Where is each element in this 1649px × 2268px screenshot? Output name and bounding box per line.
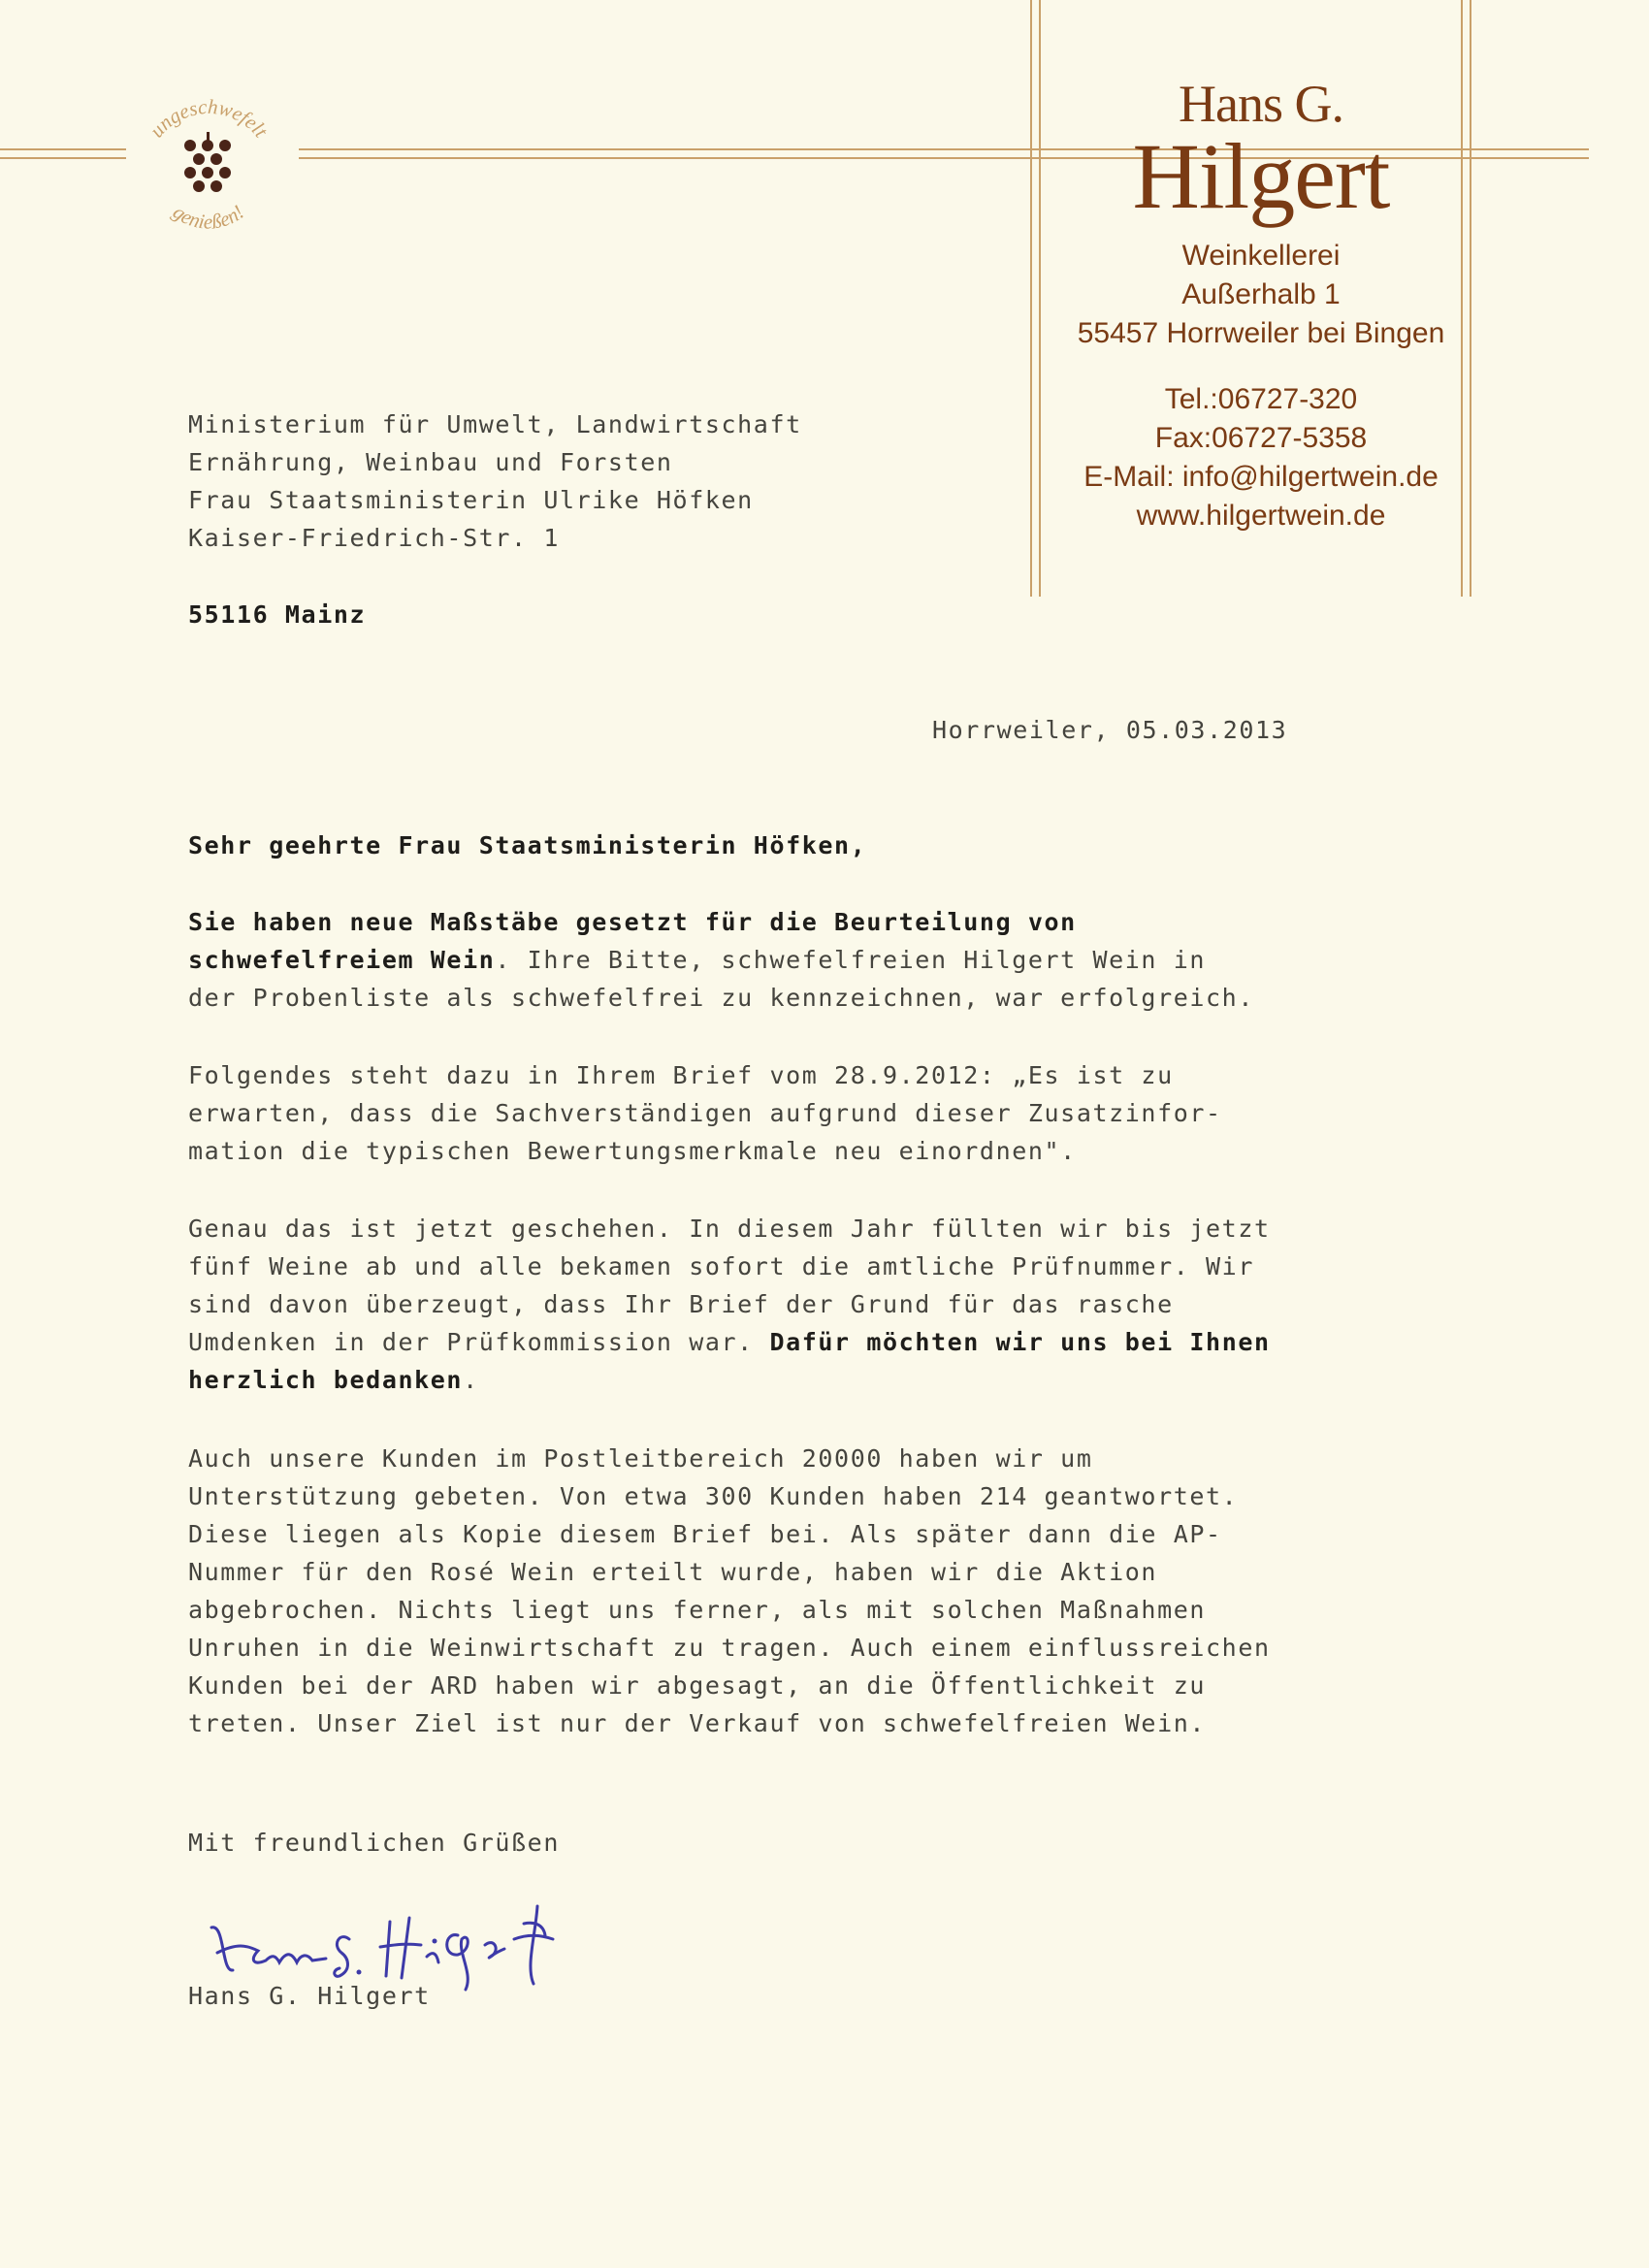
paragraph-line: mation die typischen Bewertungsmerkmale neu einordnen". [188, 1137, 1077, 1165]
paragraph-line: Diese liegen als Kopie diesem Brief bei. Als später dann die AP- [188, 1520, 1222, 1548]
paragraph-line: Genau das ist jetzt geschehen. In diesem Jahr füllten wir bis jetzt [188, 1215, 1271, 1243]
frame-line-vertical-right-2 [1470, 0, 1471, 597]
recipient-line: Ernährung, Weinbau und Forsten [188, 448, 673, 476]
paragraph-line: Folgendes steht dazu in Ihrem Brief vom 28.9.2012: „Es ist zu [188, 1061, 1174, 1089]
company-fax: Fax:06727-5358 [1154, 422, 1368, 454]
seal-bottom-text: genießen! [168, 200, 249, 234]
grape-icon [184, 132, 231, 192]
bold-phrase: schwefelfreiem Wein [188, 946, 496, 974]
paragraph-3 [188, 1210, 1271, 1399]
line-text: Umdenken in der Prüfkommission war. [188, 1328, 770, 1356]
company-owner-name [1057, 75, 1465, 228]
bold-phrase: Dafür möchten wir uns bei Ihnen [769, 1328, 1271, 1356]
owner-name-prefix: Hans G. [1179, 75, 1343, 133]
company-street: Außerhalb 1 [1181, 278, 1341, 310]
frame-line-left [0, 148, 126, 150]
frame-line-vertical-left [1030, 0, 1032, 597]
paragraph-line: Sie haben neue Maßstäbe gesetzt für die Beurteilung von [188, 908, 1077, 936]
recipient-line: Frau Staatsministerin Ulrike Höfken [188, 486, 754, 514]
signer-name: Hans G. Hilgert [188, 1982, 431, 2010]
company-type: Weinkellerei [1181, 240, 1341, 272]
recipient-address [188, 405, 802, 557]
frame-line-left-2 [0, 157, 126, 159]
line-text: . [463, 1366, 479, 1394]
paragraph-line: erwarten, dass die Sachverständigen aufgrund dieser Zusatzinfor- [188, 1099, 1222, 1127]
letterhead [1057, 58, 1465, 535]
seal-logo [126, 85, 291, 250]
date-line: Horrweiler, 05.03.2013 [932, 716, 1288, 744]
recipient-city: 55116 Mainz [188, 600, 367, 629]
closing: Mit freundlichen Grüßen [188, 1829, 560, 1857]
paragraph-4 [188, 1440, 1271, 1742]
company-city: 55457 Horrweiler bei Bingen [1077, 317, 1445, 349]
frame-line-vertical-left-2 [1039, 0, 1041, 597]
paragraph-line [188, 1361, 1271, 1399]
seal-top-text: ungeschwefelt [145, 94, 274, 143]
company-tel: Tel.:06727-320 [1164, 383, 1358, 415]
company-website: www.hilgertwein.de [1136, 500, 1386, 532]
company-email: E-Mail: info@hilgertwein.de [1083, 461, 1439, 493]
paragraph-line: Nummer für den Rosé Wein erteilt wurde, haben wir die Aktion [188, 1558, 1158, 1586]
bold-phrase: herzlich bedanken [188, 1366, 464, 1394]
paragraph-line [188, 1323, 1271, 1361]
paragraph-line [188, 941, 1254, 979]
paragraph-line: Kunden bei der ARD haben wir abgesagt, an die Öffentlichkeit zu [188, 1671, 1207, 1700]
paragraph-line: Auch unsere Kunden im Postleitbereich 20000 haben wir um [188, 1444, 1093, 1473]
line-text: . Ihre Bitte, schwefelfreien Hilgert Wein in [495, 946, 1207, 974]
recipient-line: Ministerium für Umwelt, Landwirtschaft [188, 410, 802, 438]
salutation: Sehr geehrte Frau Staatsministerin Höfken, [188, 831, 867, 859]
paragraph-line: der Probenliste als schwefelfrei zu kennzeichnen, war erfolgreich. [188, 984, 1254, 1012]
svg-text:genießen! [169, 200, 248, 234]
paragraph-line: fünf Weine ab und alle bekamen sofort die amtliche Prüfnummer. Wir [188, 1252, 1254, 1280]
paragraph-line: Unterstützung gebeten. Von etwa 300 Kunden haben 214 geantwortet. [188, 1482, 1239, 1510]
paragraph-2 [188, 1056, 1222, 1170]
recipient-line: Kaiser-Friedrich-Str. 1 [188, 524, 560, 552]
paragraph-line: treten. Unser Ziel ist nur der Verkauf von schwefelfreien Wein. [188, 1709, 1207, 1737]
paragraph-line: Unruhen in die Weinwirtschaft zu tragen. Auch einem einflussreichen [188, 1634, 1271, 1662]
paragraph-line: abgebrochen. Nichts liegt uns ferner, als mit solchen Maßnahmen [188, 1596, 1207, 1624]
owner-name-main: Hilgert [1132, 124, 1390, 228]
paragraph-1 [188, 903, 1254, 1017]
paragraph-line: sind davon überzeugt, dass Ihr Brief der Grund für das rasche [188, 1290, 1174, 1318]
